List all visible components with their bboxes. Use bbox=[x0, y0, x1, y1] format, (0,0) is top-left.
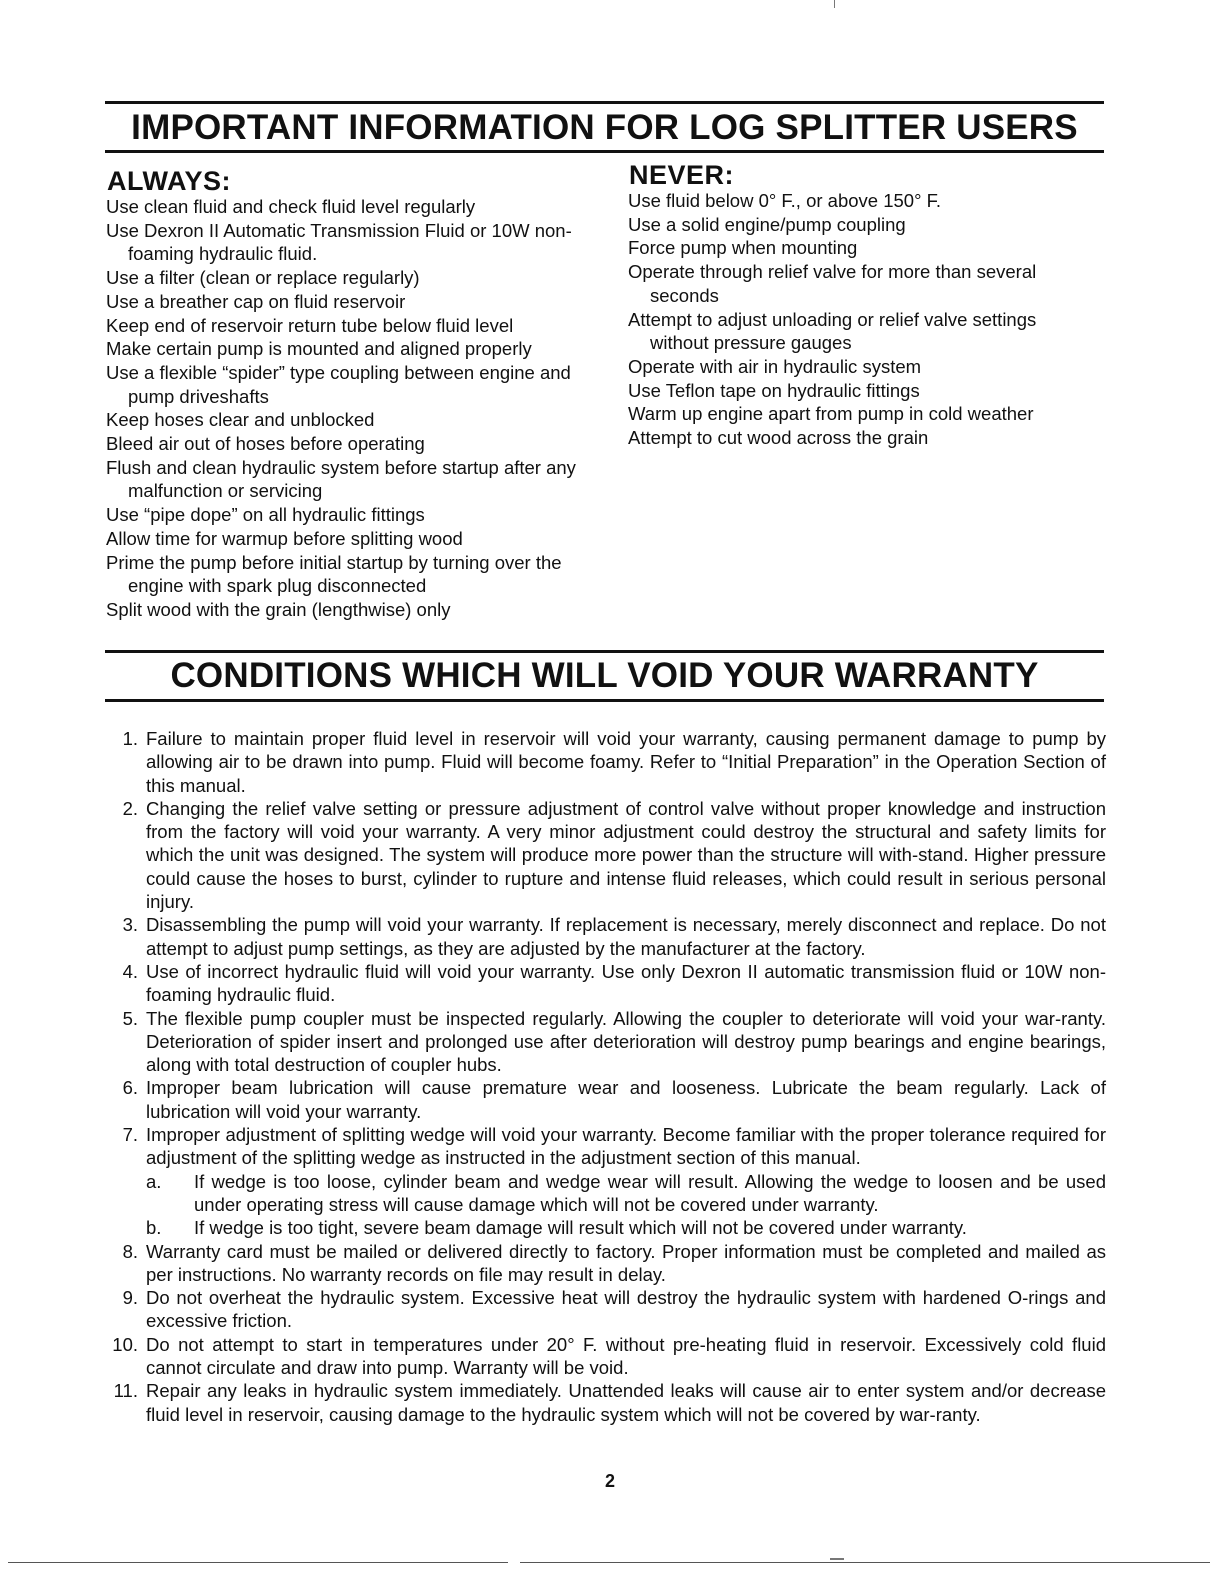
warranty-rule-bottom bbox=[105, 699, 1104, 702]
always-item: Keep hoses clear and unblocked bbox=[106, 409, 375, 431]
warranty-item bbox=[108, 1007, 1106, 1077]
warranty-item bbox=[108, 1123, 1106, 1239]
warranty-item bbox=[108, 960, 1106, 1007]
important-info-title: IMPORTANT INFORMATION FOR LOG SPLITTER USERS bbox=[131, 108, 1078, 147]
never-list bbox=[628, 189, 1088, 450]
never-item: Use a solid engine/pump coupling bbox=[628, 213, 906, 235]
warranty-item-text: Improper adjustment of splitting wedge will void your warranty. Become familiar with the proper tolerance required for adjustment of the splitting wedge as instructed in the adjustment section of this manual. bbox=[146, 1124, 1106, 1169]
scan-tick-top bbox=[834, 0, 835, 8]
warranty-item-text: Changing the relief valve setting or pressure adjustment of control valve without proper knowledge and instruction from the factory will void your warranty. A very minor adjustment could destroy the structural and safety limits for which the unit was designed. The system will produce more power than the structure will with-stand. Higher pressure could cause the hoses to burst, cylinder to rupture and intense fluid releases, which could result in serious personal injury. bbox=[146, 797, 1106, 913]
warranty-item-number: 7. bbox=[122, 1124, 138, 1146]
warranty-item bbox=[108, 913, 1106, 960]
warranty-item-number: 11. bbox=[113, 1380, 138, 1402]
never-heading: NEVER: bbox=[629, 160, 735, 190]
warranty-item-text: Do not overheat the hydraulic system. Excessive heat will destroy the hydraulic system with hardened O-rings and excessive friction. bbox=[146, 1287, 1106, 1332]
scan-bottom-line-right bbox=[520, 1562, 1210, 1563]
warranty-subitem-text: If wedge is too loose, cylinder beam and wedge wear will result. Allowing the wedge to loosen and be used under operating stress will cause damage which will not be covered under warranty. bbox=[194, 1170, 1106, 1215]
warranty-item-text: The flexible pump coupler must be inspected regularly. Allowing the coupler to deteriorate will void your war-ranty. Deterioration of spider insert and prolonged use after deterioration will destroy pump bearings and engine bearings, along with total destruction of coupler hubs. bbox=[146, 1007, 1106, 1076]
always-item: Bleed air out of hoses before operating bbox=[106, 433, 425, 455]
always-item: Use a filter (clean or replace regularly) bbox=[106, 267, 420, 289]
always-item: Prime the pump before initial startup by turning over the engine with spark plug disconnected bbox=[106, 551, 562, 597]
warranty-item-number: 4. bbox=[122, 960, 138, 982]
never-item: Force pump when mounting bbox=[628, 237, 858, 259]
warranty-subitem bbox=[146, 1216, 1106, 1239]
scan-bottom-line-left bbox=[8, 1562, 508, 1563]
warranty-item-number: 9. bbox=[122, 1287, 138, 1309]
always-item: Use clean fluid and check fluid level regularly bbox=[106, 196, 476, 217]
always-item: Make certain pump is mounted and aligned properly bbox=[106, 338, 532, 360]
scan-tick-bottom bbox=[830, 1558, 844, 1560]
warranty-item-text: Use of incorrect hydraulic fluid will void your warranty. Use only Dexron II automatic transmission fluid or 10W non-foaming hydraulic fluid. bbox=[146, 960, 1106, 1006]
title-rule-top bbox=[105, 101, 1104, 104]
warranty-item-number: 2. bbox=[122, 797, 138, 819]
never-item: Operate with air in hydraulic system bbox=[628, 355, 922, 377]
title-rule-bottom bbox=[105, 150, 1104, 153]
warranty-item-number: 8. bbox=[122, 1240, 138, 1262]
never-item: Use fluid below 0° F., or above 150° F. bbox=[628, 190, 942, 211]
warranty-list bbox=[108, 727, 1106, 1426]
warranty-item-text: Disassembling the pump will void your warranty. If replacement is necessary, merely disconnect and replace. Do not attempt to adjust pump settings, as they are adjusted by the manufacturer at the factory. bbox=[146, 914, 1106, 959]
warranty-subitem bbox=[146, 1170, 1106, 1217]
never-item: Warm up engine apart from pump in cold weather bbox=[628, 403, 1034, 425]
warranty-item-text: Improper beam lubrication will cause premature wear and looseness. Lubricate the beam regularly. Lack of lubrication will void your warranty. bbox=[146, 1077, 1106, 1122]
warranty-item-text: Do not attempt to start in temperatures under 20° F. without pre-heating fluid in reservoir. Excessively cold fluid cannot circulate and draw into pump. Warranty will be void. bbox=[146, 1333, 1106, 1379]
always-item: Keep end of reservoir return tube below fluid level bbox=[106, 314, 514, 336]
always-item: Use “pipe dope” on all hydraulic fittings bbox=[106, 504, 425, 526]
warranty-item bbox=[108, 1076, 1106, 1123]
warranty-item bbox=[108, 1286, 1106, 1333]
warranty-item bbox=[108, 1333, 1106, 1380]
warranty-item-number: 1. bbox=[122, 728, 138, 749]
warranty-item-number: 6. bbox=[122, 1077, 138, 1099]
warranty-item-text: Failure to maintain proper fluid level in reservoir will void your warranty, causing permanent damage to pump by allowing air to be drawn into pump. Fluid will become foamy. Refer to “Initial Preparation” in the Operation Section of this manual. bbox=[146, 728, 1106, 796]
warranty-item-number: 10. bbox=[112, 1333, 138, 1355]
warranty-subitem-letter: b. bbox=[146, 1217, 162, 1239]
warranty-rule-top bbox=[105, 650, 1104, 653]
warranty-item bbox=[108, 727, 1106, 797]
never-item: Operate through relief valve for more than several seconds bbox=[628, 261, 1037, 306]
always-heading: ALWAYS: bbox=[107, 166, 232, 196]
never-item: Attempt to adjust unloading or relief valve settings without pressure gauges bbox=[628, 308, 1037, 354]
warranty-item-text: Repair any leaks in hydraulic system immediately. Unattended leaks will cause air to enter system and/or decrease fluid level in reservoir, causing damage to the hydraulic system which will not be covered by war-ranty. bbox=[146, 1380, 1106, 1425]
always-item: Flush and clean hydraulic system before startup after any malfunction or servicing bbox=[106, 456, 576, 502]
never-item: Use Teflon tape on hydraulic fittings bbox=[628, 379, 920, 401]
warranty-item bbox=[108, 1240, 1106, 1287]
warranty-item bbox=[108, 797, 1106, 913]
always-item: Allow time for warmup before splitting wood bbox=[106, 527, 463, 549]
always-item: Use a breather cap on fluid reservoir bbox=[106, 290, 406, 312]
always-item: Split wood with the grain (lengthwise) only bbox=[106, 598, 451, 620]
page-number: 2 bbox=[604, 1471, 615, 1491]
always-item: Use a flexible “spider” type coupling between engine and pump driveshafts bbox=[106, 361, 571, 407]
warranty-subitem-list bbox=[146, 1170, 1106, 1240]
warranty-item bbox=[108, 1379, 1106, 1426]
always-list bbox=[106, 195, 591, 622]
always-item: Use Dexron II Automatic Transmission Fluid or 10W non-foaming hydraulic fluid. bbox=[106, 219, 572, 265]
warranty-item-number: 3. bbox=[122, 914, 138, 936]
warranty-title: CONDITIONS WHICH WILL VOID YOUR WARRANTY bbox=[170, 656, 1039, 695]
warranty-subitem-text: If wedge is too tight, severe beam damage will result which will not be covered under warranty. bbox=[194, 1217, 967, 1239]
never-item: Attempt to cut wood across the grain bbox=[628, 427, 929, 449]
warranty-subitem-letter: a. bbox=[146, 1170, 162, 1192]
warranty-item-number: 5. bbox=[122, 1007, 138, 1029]
warranty-item-text: Warranty card must be mailed or delivered directly to factory. Proper information must be completed and mailed as per instructions. No warranty records on file may result in delay. bbox=[146, 1240, 1106, 1285]
